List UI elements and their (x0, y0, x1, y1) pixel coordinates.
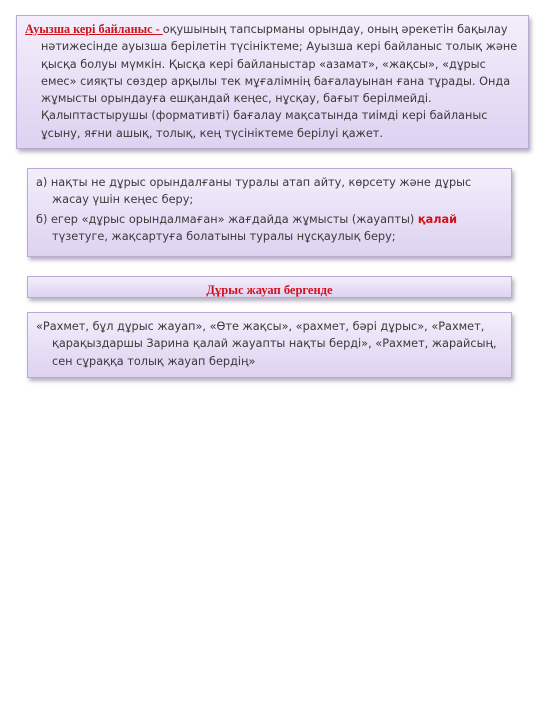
example-box (27, 312, 512, 378)
guidance-item-b-text-before: б) егер «дұрыс орындалмаған» жағдайда жұмысты (жауапты) (36, 212, 418, 226)
heading-box (27, 276, 512, 298)
definition-paragraph (25, 21, 518, 142)
guidance-item-a: а) нақты не дұрыс орындалғаны туралы атап айту, көрсету және дұрыс жасау үшін кеңес беру; (36, 176, 472, 207)
guidance-item-b-text-after: түзетуге, жақсартуға болатыны туралы нұсқаулық беру; (52, 229, 396, 243)
definition-text: оқушының тапсырманы орындау, оның әрекетін бақылау нәтижесінде ауызша берілетін түсініктеме; Ауызша кері байланыс толық және қысқа болуы мүмкін. Қысқа кері байланыстар «азамат», «жақсы», «дұрыс емес» сияқты сөздер арқылы тек мұғалімнің бағалауынан ғана тұрады. Онда жұмысты орындауға ешқандай кеңес, нұсқау, бағыт берілмейді. Қалыптастырушы (формативті) бағалау мақсатында тиімді кері байланыс ұсыну, яғни ашық, толық, кең түсініктеме берілуі қажет. (41, 23, 518, 140)
definition-term: Ауызша кері байланыс - (25, 22, 163, 36)
example-text: «Рахмет, бұл дұрыс жауап», «Өте жақсы», «рахмет, бәрі дұрыс», «Рахмет, қарақыздаршы Зарина қалай жауапты нақты берді», «Рахмет, жарайсың, сен сұраққа толық жауап бердің» (36, 320, 497, 368)
section-heading: Дұрыс жауап бергенде (206, 283, 333, 297)
guidance-item-b-highlight: қалай (417, 212, 458, 226)
guidance-item-b (36, 211, 501, 246)
guidance-box (27, 168, 512, 257)
definition-box (16, 15, 529, 149)
